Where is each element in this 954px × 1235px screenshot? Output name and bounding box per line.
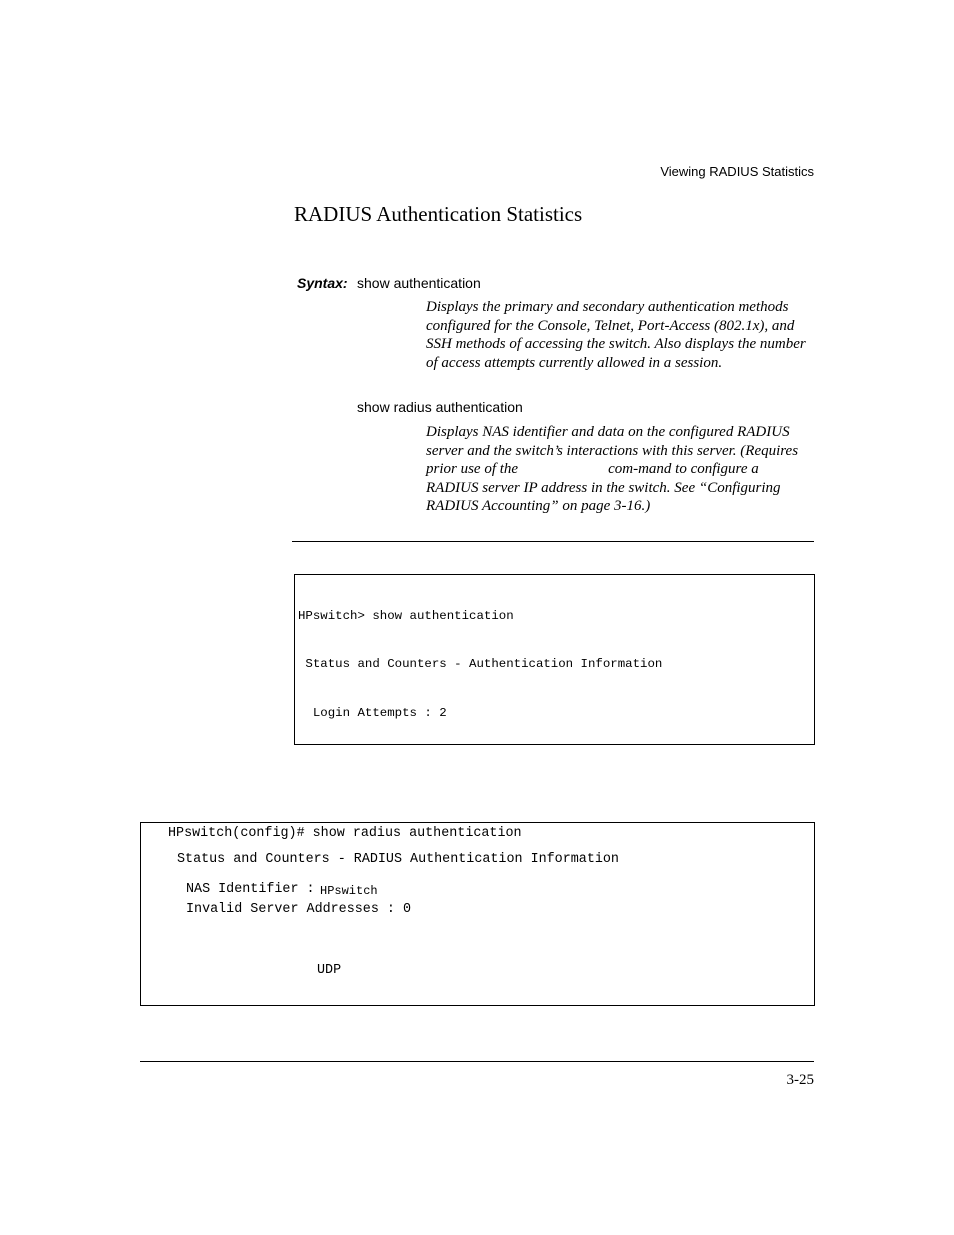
terminal-line: Login Attempts : 2 [298,706,447,721]
footer-rule [140,1061,814,1062]
nas-identifier-label: NAS Identifier : [186,882,315,897]
running-head: Viewing RADIUS Statistics [660,164,814,179]
column-header-top [547,963,627,979]
radius-table-column [727,930,807,1006]
syntax-description-show-radius-authentication: Displays NAS identifier and data on the configured RADIUS server and the switch’s interactions with this server. (Requires prior use of the com-mand to configure a RADIUS server IP address in the switch. See “Configuring RADIUS Accounting” on page 3-16.) [426,424,802,515]
section-divider [292,541,814,542]
radius-table-column [547,930,627,1006]
syntax-command-show-authentication: show authentication [357,275,481,291]
figure-show-authentication [294,574,815,745]
section-title: RADIUS Authentication Statistics [294,202,583,226]
radius-table-column [457,930,537,1006]
column-header-top [727,963,807,979]
syntax-command-show-radius-authentication: show radius authentication [357,399,523,415]
radius-table-column [637,930,717,1006]
nas-identifier-value: HPswitch [320,884,378,898]
terminal-line: HPswitch> show authentication [298,608,514,623]
column-header-top [457,963,537,979]
column-header-top: UDP [317,962,342,978]
terminal-title-line: Status and Counters - RADIUS Authentication Information [177,852,619,867]
column-header-top [637,963,717,979]
syntax-description-show-authentication: Displays the primary and secondary authentication methods configured for the Console, Telnet, Port-Access (802.1x), and SSH methods of accessing the switch. Also displays the number of access attempts currently allowed in a session. [426,299,806,371]
radius-table-column [367,930,447,1006]
syntax-label: Syntax: [297,275,348,291]
column-header-top [367,963,447,979]
terminal-command-line: HPswitch(config)# show radius authentication [168,826,522,841]
radius-table-column [317,930,357,1006]
figure-show-radius-authentication [140,822,815,1006]
invalid-server-addresses: Invalid Server Addresses : 0 [186,902,411,917]
page-number: 3-25 [786,1072,814,1088]
column-header-top [187,963,308,979]
radius-table-column [187,930,308,1006]
terminal-line: Status and Counters - Authentication Information [298,657,663,672]
